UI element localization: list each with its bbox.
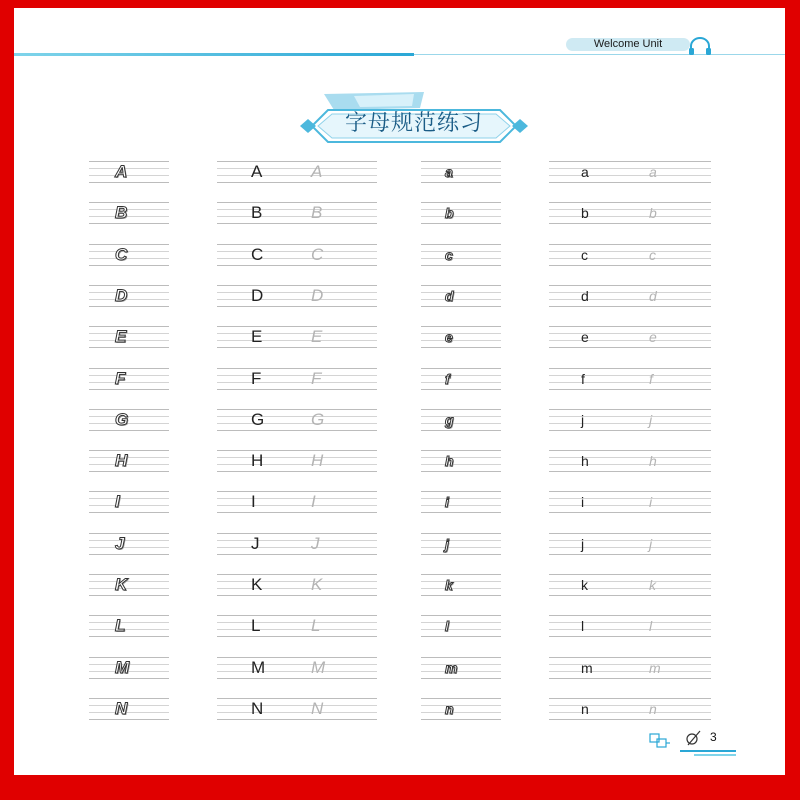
lowercase-practice-lines <box>549 450 711 472</box>
lowercase-practice-lines <box>549 657 711 679</box>
pen-icon <box>684 730 704 746</box>
uppercase-outline-letter: D <box>115 285 128 305</box>
lowercase-outline-letter: l <box>445 618 449 635</box>
uppercase-practice-lines <box>217 450 377 472</box>
footer-rule <box>680 750 736 752</box>
uppercase-outline-letter: B <box>115 203 128 223</box>
letter-row <box>14 698 785 728</box>
lowercase-practice-lines <box>549 202 711 224</box>
uppercase-outline-letter: G <box>115 409 129 429</box>
uppercase-outline-letter: F <box>115 368 126 388</box>
uppercase-trace-letter: B <box>311 203 323 223</box>
lowercase-lines <box>421 368 501 390</box>
uppercase-practice-lines <box>217 368 377 390</box>
uppercase-practice-lines <box>217 244 377 266</box>
lowercase-trace-letter: n <box>649 700 657 717</box>
lowercase-model-letter: f <box>581 370 585 387</box>
page-number-block <box>680 730 736 750</box>
letter-row <box>14 615 785 645</box>
footer-decoration-icon <box>649 733 671 749</box>
uppercase-outline-letter: N <box>115 698 128 718</box>
worksheet-page <box>14 8 785 775</box>
lowercase-model-letter: e <box>581 329 589 346</box>
lowercase-outline-letter: h <box>445 453 454 470</box>
uppercase-trace-letter: I <box>311 492 316 512</box>
uppercase-practice-lines <box>217 326 377 348</box>
letter-row <box>14 491 785 521</box>
lowercase-model-letter: j <box>581 535 585 552</box>
lowercase-model-letter: a <box>581 164 589 180</box>
lowercase-model-letter: c <box>581 246 588 263</box>
uppercase-model-letter: M <box>251 657 266 677</box>
lowercase-model-letter: m <box>581 659 593 676</box>
lowercase-practice-lines <box>549 574 711 596</box>
lowercase-practice-lines <box>549 615 711 637</box>
uppercase-lines <box>89 409 169 431</box>
lowercase-lines <box>421 450 501 472</box>
header-rule <box>14 53 414 56</box>
lowercase-practice-lines <box>549 244 711 266</box>
uppercase-practice-lines <box>217 657 377 679</box>
uppercase-trace-letter: L <box>311 616 321 636</box>
letter-row <box>14 285 785 315</box>
lowercase-outline-letter: a <box>445 164 453 180</box>
lowercase-trace-letter: f <box>649 370 653 387</box>
uppercase-practice-lines <box>217 202 377 224</box>
lowercase-lines <box>421 533 501 555</box>
lowercase-practice-lines <box>549 409 711 431</box>
lowercase-outline-letter: i <box>445 494 449 511</box>
lowercase-outline-letter: f <box>445 370 450 387</box>
letter-row <box>14 574 785 604</box>
uppercase-model-letter: J <box>251 533 260 553</box>
uppercase-outline-letter: J <box>115 533 125 553</box>
lowercase-lines <box>421 244 501 266</box>
uppercase-practice-lines <box>217 161 377 183</box>
uppercase-trace-letter: K <box>311 575 323 594</box>
lowercase-model-letter: b <box>581 205 589 222</box>
uppercase-outline-letter: K <box>115 575 128 594</box>
lowercase-model-letter: h <box>581 453 589 470</box>
lowercase-outline-letter: n <box>445 700 454 717</box>
uppercase-lines <box>89 491 169 513</box>
lowercase-model-letter: i <box>581 494 585 511</box>
uppercase-model-letter: H <box>251 451 264 471</box>
uppercase-practice-lines <box>217 698 377 720</box>
lowercase-practice-lines <box>549 698 711 720</box>
uppercase-trace-letter: J <box>311 533 320 553</box>
lowercase-lines <box>421 657 501 679</box>
lowercase-practice-lines <box>549 533 711 555</box>
uppercase-lines <box>89 244 169 266</box>
lowercase-model-letter: n <box>581 700 589 717</box>
lowercase-lines <box>421 698 501 720</box>
lowercase-model-letter: l <box>581 618 585 635</box>
lowercase-trace-letter: a <box>649 164 657 180</box>
uppercase-lines <box>89 326 169 348</box>
lowercase-trace-letter: j <box>649 411 653 428</box>
letter-row <box>14 409 785 439</box>
uppercase-practice-lines <box>217 409 377 431</box>
uppercase-practice-lines <box>217 285 377 307</box>
lowercase-outline-letter: m <box>445 659 458 676</box>
lowercase-trace-letter: d <box>649 287 657 304</box>
lowercase-outline-letter: e <box>445 329 453 346</box>
uppercase-lines <box>89 161 169 183</box>
lowercase-practice-lines <box>549 491 711 513</box>
uppercase-trace-letter: D <box>311 285 324 305</box>
lowercase-trace-letter: i <box>649 494 653 511</box>
uppercase-lines <box>89 285 169 307</box>
uppercase-lines <box>89 574 169 596</box>
lowercase-trace-letter: l <box>649 618 653 635</box>
letter-row <box>14 202 785 232</box>
letter-row <box>14 368 785 398</box>
uppercase-lines <box>89 368 169 390</box>
letter-row <box>14 657 785 687</box>
uppercase-practice-lines <box>217 491 377 513</box>
lowercase-lines <box>421 161 501 183</box>
uppercase-model-letter: F <box>251 368 262 388</box>
uppercase-model-letter: C <box>251 244 264 264</box>
uppercase-model-letter: D <box>251 285 264 305</box>
lowercase-outline-letter: k <box>445 577 453 593</box>
uppercase-outline-letter: M <box>115 657 130 677</box>
lowercase-practice-lines <box>549 285 711 307</box>
headphones-icon <box>686 36 714 56</box>
lowercase-lines <box>421 285 501 307</box>
uppercase-trace-letter: M <box>311 657 326 677</box>
lowercase-practice-lines <box>549 326 711 348</box>
lowercase-trace-letter: m <box>649 659 661 676</box>
lowercase-lines <box>421 615 501 637</box>
uppercase-model-letter: B <box>251 203 263 223</box>
uppercase-model-letter: E <box>251 327 263 347</box>
letter-row <box>14 533 785 563</box>
uppercase-outline-letter: L <box>115 616 126 636</box>
lowercase-trace-letter: j <box>649 535 653 552</box>
uppercase-model-letter: I <box>251 492 256 512</box>
uppercase-outline-letter: C <box>115 244 128 264</box>
lowercase-outline-letter: b <box>445 205 454 222</box>
lowercase-model-letter: d <box>581 287 589 304</box>
lowercase-model-letter: j <box>581 411 585 428</box>
lowercase-trace-letter: e <box>649 329 657 346</box>
uppercase-trace-letter: N <box>311 698 324 718</box>
uppercase-lines <box>89 450 169 472</box>
lowercase-model-letter: k <box>581 577 588 593</box>
uppercase-practice-lines <box>217 533 377 555</box>
uppercase-practice-lines <box>217 615 377 637</box>
lowercase-practice-lines <box>549 368 711 390</box>
page-title: 字母规范练习 <box>344 111 483 136</box>
uppercase-trace-letter: H <box>311 451 324 471</box>
uppercase-lines <box>89 698 169 720</box>
uppercase-model-letter: N <box>251 698 264 718</box>
uppercase-trace-letter: A <box>311 162 323 181</box>
uppercase-lines <box>89 202 169 224</box>
lowercase-lines <box>421 409 501 431</box>
page-number: 3 <box>710 730 717 744</box>
header-rule-thin <box>414 54 785 55</box>
unit-label: Welcome Unit <box>566 38 690 51</box>
uppercase-outline-letter: H <box>115 451 128 471</box>
lowercase-trace-letter: b <box>649 205 657 222</box>
uppercase-outline-letter: I <box>115 492 120 512</box>
uppercase-model-letter: L <box>251 616 261 636</box>
letter-row <box>14 450 785 480</box>
lowercase-trace-letter: k <box>649 577 656 593</box>
uppercase-practice-lines <box>217 574 377 596</box>
uppercase-lines <box>89 615 169 637</box>
uppercase-model-letter: A <box>251 162 263 181</box>
uppercase-trace-letter: F <box>311 368 322 388</box>
lowercase-lines <box>421 202 501 224</box>
footer-rule-2 <box>694 754 736 756</box>
letter-row <box>14 326 785 356</box>
lowercase-lines <box>421 491 501 513</box>
uppercase-lines <box>89 533 169 555</box>
letter-row <box>14 244 785 274</box>
uppercase-trace-letter: E <box>311 327 323 347</box>
lowercase-trace-letter: c <box>649 246 656 263</box>
uppercase-trace-letter: C <box>311 244 324 264</box>
letter-row <box>14 161 785 191</box>
uppercase-outline-letter: A <box>115 162 128 181</box>
lowercase-practice-lines <box>549 161 711 183</box>
lowercase-outline-letter: j <box>445 535 449 552</box>
lowercase-outline-letter: c <box>445 246 453 263</box>
lowercase-lines <box>421 574 501 596</box>
lowercase-outline-letter: g <box>445 411 454 428</box>
lowercase-trace-letter: h <box>649 453 657 470</box>
lowercase-outline-letter: d <box>445 287 454 304</box>
lowercase-lines <box>421 326 501 348</box>
uppercase-outline-letter: E <box>115 327 127 347</box>
uppercase-trace-letter: G <box>311 409 325 429</box>
uppercase-model-letter: K <box>251 575 263 594</box>
uppercase-model-letter: G <box>251 409 265 429</box>
